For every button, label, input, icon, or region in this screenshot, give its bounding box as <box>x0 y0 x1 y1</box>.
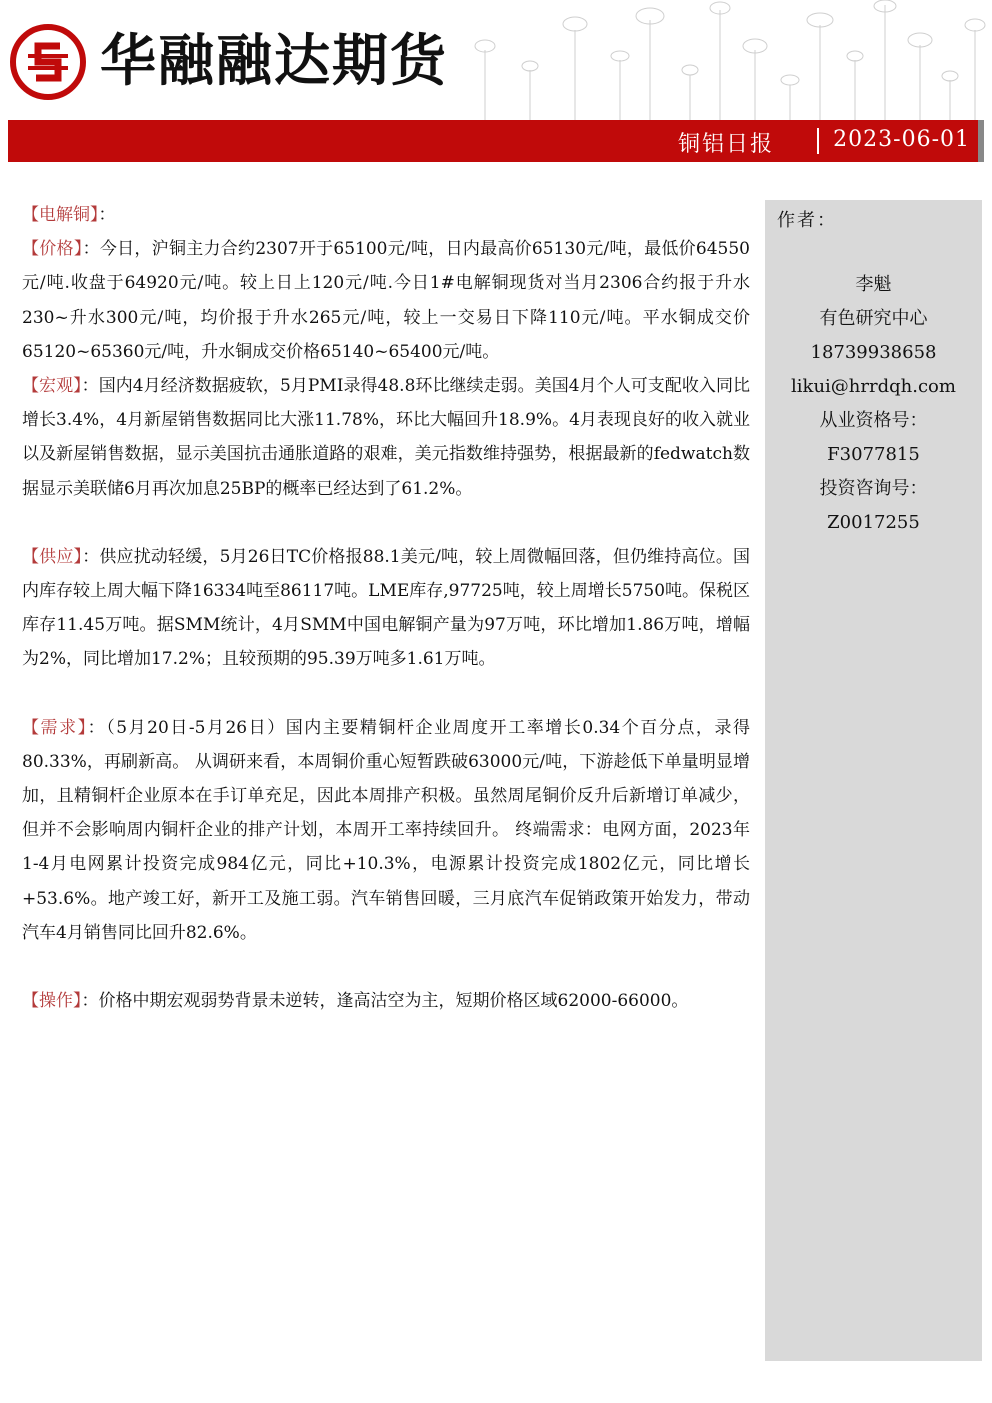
report-body <box>22 198 750 1018</box>
qualification-number: F3077815 <box>827 444 920 465</box>
report-title: 铜铝日报 <box>677 132 774 157</box>
section-tag: 【电解铜】 <box>22 205 99 225</box>
section-text: ：价格中期宏观弱势背景未逆转，逢高沽空为主，短期价格区域62000-66000。 <box>81 991 689 1012</box>
section-operation <box>22 984 750 1018</box>
spacer <box>22 677 750 711</box>
author-label: 作者： <box>777 210 837 231</box>
author-details <box>765 268 982 540</box>
author-email[interactable]: likui@hrrdqh.com <box>791 376 956 397</box>
section-tag: 【需求】 <box>22 717 88 738</box>
author-sidebar <box>765 200 982 1361</box>
company-logo <box>10 22 448 102</box>
spacer <box>22 950 750 984</box>
author-phone: 18739938658 <box>810 342 937 363</box>
title-separator <box>817 128 819 154</box>
section-tag: 【宏观】 <box>22 376 82 397</box>
spacer <box>22 506 750 540</box>
consulting-label: 投资咨询号： <box>819 478 928 499</box>
section-copper <box>22 198 750 232</box>
section-macro <box>22 369 750 506</box>
section-text: ：供应扰动轻缓，5月26日TC价格报88.1美元/吨，较上周微幅回落，但仍维持高位。国内库存较上周大幅下降16334吨至86117吨。LME库存,97725吨，较上周增长5750吨。保税区库存11.45万吨。据SMM统计，4月SMM中国电解铜产量为97万吨，环比增加1.86万吨，增幅为2%，同比增加17.2%；且较预期的95.39万吨多1.61万吨。 <box>22 546 751 670</box>
author-dept: 有色研究中心 <box>819 308 928 329</box>
section-price <box>22 232 750 369</box>
title-bar <box>8 120 984 162</box>
section-text: ：国内4月经济数据疲软，5月PMI录得48.8环比继续走弱。美国4月个人可支配收入同比增长3.4%，4月新屋销售数据同比大涨11.78%，环比大幅回升18.9%。4月表现良好的收入就业以及新屋销售数据，显示美国抗击通胀道路的艰难，美元指数维持强势，根据最新的fedwatch数据显示美联储6月再次加息25BP的概率已经达到了61.2%。 <box>22 376 751 499</box>
qualification-label: 从业资格号： <box>819 410 928 431</box>
consulting-number: Z0017255 <box>827 512 920 533</box>
section-supply <box>22 540 750 677</box>
section-demand <box>22 711 750 950</box>
section-text: ： <box>98 205 116 225</box>
decorative-lines-graphic <box>445 0 992 120</box>
author-name: 李魁 <box>855 274 892 295</box>
section-tag: 【操作】 <box>22 991 82 1012</box>
report-date: 2023-06-01 <box>833 127 970 152</box>
logo-icon <box>10 24 86 100</box>
report-header <box>0 0 992 165</box>
section-text: ：（5月20日-5月26日）国内主要精铜杆企业周度开工率增长0.34个百分点，录得80.33%，再刷新高。 从调研来看，本周铜价重心短暂跌破63000元/吨，下游趁低下单量明显增加，且精铜杆企业原本在手订单充足，因此本周排产积极。虽然周尾铜价反升后新增订单减少，但并不会影响周内铜杆企业的排产计划，本周开工率持续回升。 终端需求：电网方面，2023年1-4月电网累计投资完成984亿元，同比+10.3%，电源累计投资完成1802亿元，同比增长+53.6%。地产竣工好，新开工及施工弱。汽车销售回暖，三月底汽车促销政策开始发力，带动汽车4月销售同比回升82.6%。 <box>22 717 751 943</box>
bar-edge <box>978 120 984 162</box>
brand-name: 华融融达期货 <box>100 29 448 94</box>
section-tag: 【价格】 <box>22 239 83 260</box>
section-tag: 【供应】 <box>22 546 83 567</box>
section-text: ：今日，沪铜主力合约2307开于65100元/吨，日内最高价65130元/吨，最低价64550元/吨.收盘于64920元/吨。较上日上120元/吨.今日1#电解铜现货对当月2306合约报于升水230~升水300元/吨，均价报于升水265元/吨，较上一交易日下降110元/吨。平水铜成交价65120~65360元/吨，升水铜成交价格65140~65400元/吨。 <box>22 239 750 362</box>
